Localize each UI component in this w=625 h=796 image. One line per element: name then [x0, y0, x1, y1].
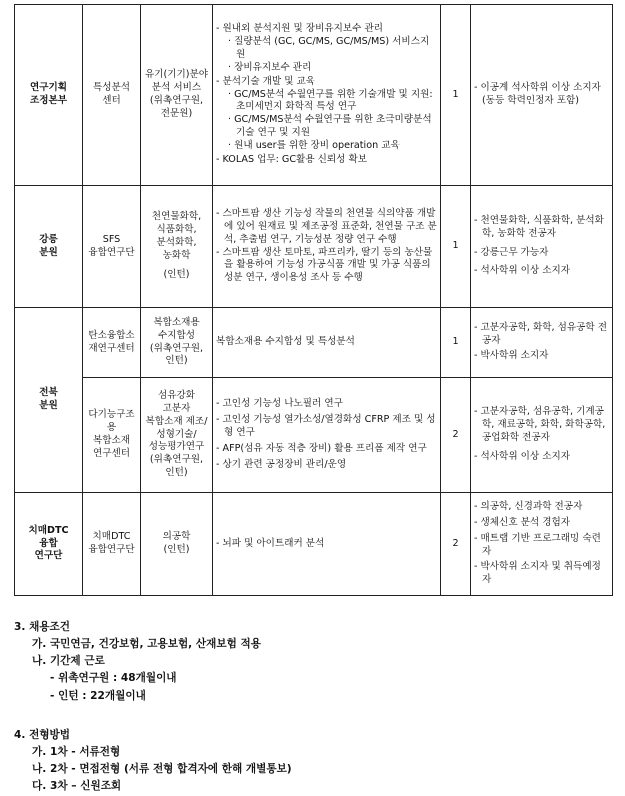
- duty-item: - 스마트팜 생산 기능성 작물의 천연물 식의약품 개발에 있어 원재료 및 제조공정 표준화, 천연물 구조 분석, 추출법 연구, 기능성분 정량 연구 수행: [216, 208, 437, 247]
- headcount-cell: 2: [441, 378, 471, 493]
- duty-subitem: · 질량분석 (GC, GC/MS, GC/MS/MS) 서비스지원: [216, 36, 437, 62]
- duty-item: - 뇌파 및 아이트래커 분석: [216, 538, 437, 551]
- duty-item: - KOLAS 업무: GC활용 신뢰성 확보: [216, 154, 437, 167]
- department-cell: 치매DTC 융합 연구단: [15, 493, 83, 596]
- qualification-cell: [471, 5, 613, 186]
- duty-subitem: · GC/MS/MS분석 수월연구를 위한 초극미량분석기술 연구 및 지원: [216, 114, 437, 140]
- qualification-item: - 이공계 석사학위 이상 소지자 (동등 학력인정자 포함): [474, 82, 609, 108]
- bottom-section: [14, 619, 614, 795]
- field-cell: 유기(기기)분야 분석 서비스 (위촉연구원, 전문원): [141, 5, 213, 186]
- table-row: [15, 5, 613, 186]
- duty-subitem: · 원내 user를 위한 장비 operation 교육: [216, 140, 437, 153]
- qualification-item: - 석사학위 이상 소지자: [474, 265, 609, 278]
- headcount-cell: 1: [441, 308, 471, 378]
- department-cell: 강릉 분원: [15, 186, 83, 308]
- duty-item: - 상기 관련 공정장비 관리/운영: [216, 459, 437, 472]
- field-cell: 복합소재용 수지합성 (위촉연구원, 인턴): [141, 308, 213, 378]
- qualification-cell: [471, 378, 613, 493]
- field-cell: 천연물화학, 식품화학, 분석화학, 농화학 (인턴): [141, 186, 213, 308]
- qualification-cell: [471, 308, 613, 378]
- conditions-subitem: - 인턴 : 22개월이내: [50, 689, 146, 702]
- duty-subitem: · 장비유지보수 관리: [216, 62, 437, 75]
- center-cell: 탄소융합소 재연구센터: [83, 308, 141, 378]
- qualification-item: - 강릉근무 가능자: [474, 247, 609, 260]
- duty-item: - AFP(섬유 자동 적층 장비) 활용 프리폼 제작 연구: [216, 443, 437, 456]
- qualification-item: - 고분자공학, 화학, 섬유공학 전공자: [474, 322, 609, 348]
- table-row: [15, 308, 613, 378]
- process-step: 다. 3차 – 신원조회: [32, 780, 122, 793]
- headcount-cell: 1: [441, 5, 471, 186]
- qualification-item: - 생체신호 분석 경험자: [474, 517, 609, 530]
- table-row: [15, 378, 613, 493]
- center-cell: 다기능구조용 복합소재 연구센터: [83, 378, 141, 493]
- center-cell: SFS 융합연구단: [83, 186, 141, 308]
- field-cell: 의공학 (인턴): [141, 493, 213, 596]
- duty-cell: [213, 493, 441, 596]
- qualification-item: - 박사학위 소지자 및 취득예정자: [474, 561, 609, 587]
- qualification-item: - 박사학위 소지자: [474, 350, 609, 363]
- recruitment-table: [14, 4, 613, 596]
- duty-item: 복합소재용 수지합성 및 특성분석: [216, 336, 355, 348]
- field-cell: 섬유강화 고분자 복합소재 제조/ 성형기술/ 성능평가연구 (위촉연구원, 인턴): [141, 378, 213, 493]
- qualification-item: - 고분자공학, 섬유공학, 기계공학, 재료공학, 화학, 화학공학, 공업화학 전공자: [474, 406, 609, 445]
- qualification-cell: [471, 493, 613, 596]
- qualification-cell: [471, 186, 613, 308]
- qualification-item: - 석사학위 이상 소지자: [474, 451, 609, 464]
- department-cell: 전북 분원: [15, 308, 83, 493]
- table-row: [15, 186, 613, 308]
- conditions-title: 3. 채용조건: [14, 621, 71, 633]
- table-row: [15, 493, 613, 596]
- qualification-item: - 매트랩 기반 프로그래밍 숙련자: [474, 533, 609, 559]
- duty-subitem: · GC/MS분석 수월연구를 위한 기술개발 및 지원: 초미세먼지 화학적 특성 연구: [216, 89, 437, 115]
- duty-item: - 원내외 분석지원 및 장비유지보수 관리: [216, 23, 437, 36]
- process-step: 나. 2차 - 면접전형 (서류 전형 합격자에 한해 개별통보): [32, 763, 292, 776]
- process-step: 가. 1차 - 서류전형: [32, 745, 121, 758]
- headcount-cell: 1: [441, 186, 471, 308]
- duty-item: - 스마트팜 생산 토마토, 파프리카, 딸기 등의 농산물을 활용하여 기능성 가공식품 개발 및 가공 식품의 성분 연구, 생이용성 조사 등 수행: [216, 247, 437, 286]
- qualification-item: - 의공학, 신경과학 전공자: [474, 501, 609, 514]
- duty-item: - 고인성 기능성 나노필러 연구: [216, 398, 437, 411]
- headcount-cell: 2: [441, 493, 471, 596]
- conditions-item: 가. 국민연금, 건강보험, 고용보험, 산재보험 적용: [32, 638, 261, 651]
- duty-item: - 분석기술 개발 및 교육: [216, 76, 437, 89]
- conditions-item: 나. 기간제 근로: [32, 655, 105, 668]
- duty-item: - 고인성 기능성 열가소성/열경화성 CFRP 제조 및 성형 연구: [216, 414, 437, 440]
- conditions-subitem: - 위촉연구원 : 48개월이내: [50, 672, 177, 685]
- center-cell: 치매DTC 융합연구단: [83, 493, 141, 596]
- qualification-item: - 천연물화학, 식품화학, 분석화학, 농화학 전공자: [474, 215, 609, 241]
- duty-cell: [213, 308, 441, 378]
- process-title: 4. 전형방법: [14, 728, 71, 741]
- duty-cell: [213, 5, 441, 186]
- center-cell: 특성분석 센터: [83, 5, 141, 186]
- duty-cell: [213, 378, 441, 493]
- department-cell: 연구기획 조정본부: [15, 5, 83, 186]
- duty-cell: [213, 186, 441, 308]
